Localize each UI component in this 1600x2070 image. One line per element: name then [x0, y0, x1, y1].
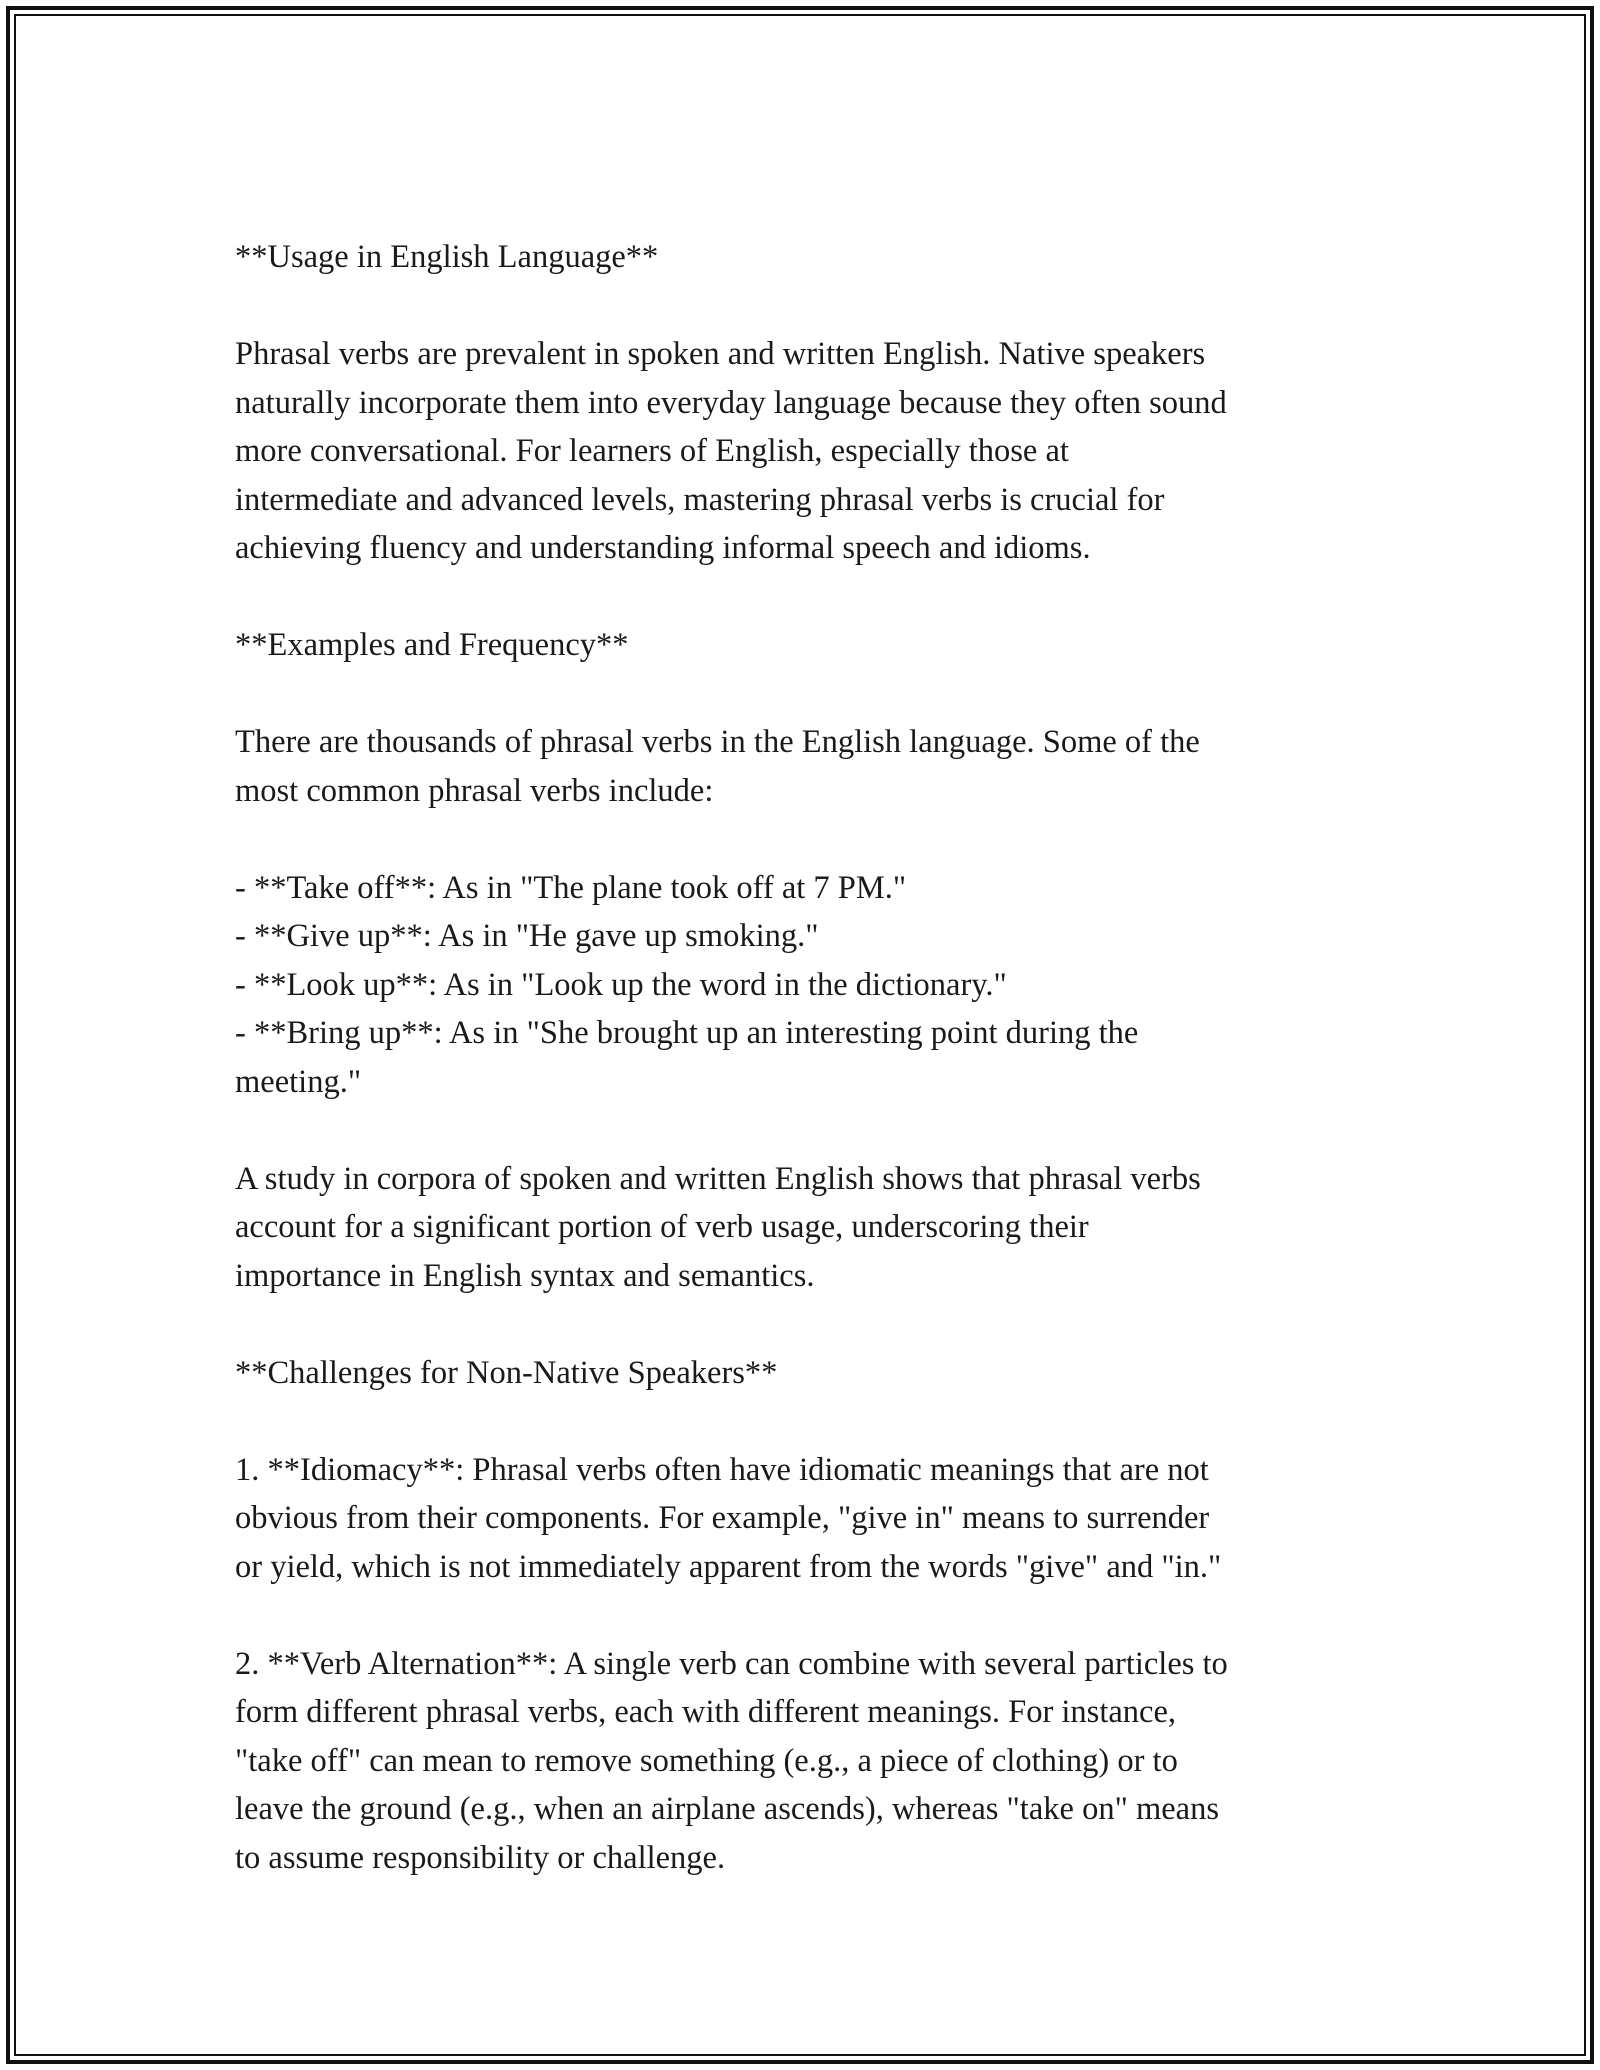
list-item [235, 1009, 1395, 1106]
document-body [235, 233, 1395, 1931]
text-line: to assume responsibility or challenge. [235, 1839, 726, 1876]
list-item: - **Give up**: As in "He gave up smoking." [235, 918, 819, 954]
text-line: - **Bring up**: As in "She brought up an interesting point during the [235, 1015, 1139, 1051]
text-line: achieving fluency and understanding informal speech and idioms. [235, 530, 1091, 566]
study-paragraph [235, 1155, 1395, 1301]
challenge-item-verb-alternation [235, 1640, 1395, 1883]
text-line: more conversational. For learners of English, especially those at [235, 433, 1069, 469]
text-line: leave the ground (e.g., when an airplane ascends), whereas "take on" means [235, 1791, 1219, 1827]
text-line: 1. **Idiomacy**: Phrasal verbs often have idiomatic meanings that are not [235, 1451, 1209, 1488]
text-line: account for a significant portion of verb usage, underscoring their [235, 1209, 1089, 1245]
text-line: A study in corpora of spoken and written English shows that phrasal verbs [235, 1160, 1201, 1197]
challenge-item-idiomacy [235, 1446, 1395, 1592]
text-line: obvious from their components. For example, "give in" means to surrender [235, 1500, 1210, 1536]
usage-paragraph [235, 330, 1395, 573]
list-item: - **Take off**: As in "The plane took off at 7 PM." [235, 869, 907, 906]
examples-heading: **Examples and Frequency** [235, 627, 629, 663]
examples-list [235, 864, 1395, 1107]
text-line: form different phrasal verbs, each with different meanings. For instance, [235, 1694, 1176, 1730]
text-line: naturally incorporate them into everyday language because they often sound [235, 384, 1227, 421]
list-item: - **Look up**: As in "Look up the word in the dictionary." [235, 966, 1007, 1003]
text-line: or yield, which is not immediately apparent from the words "give" and "in." [235, 1548, 1222, 1585]
text-line: There are thousands of phrasal verbs in the English language. Some of the [235, 724, 1200, 760]
text-line: "take off" can mean to remove something (e.g., a piece of clothing) or to [235, 1742, 1178, 1779]
text-line: importance in English syntax and semantics. [235, 1257, 815, 1294]
usage-heading: **Usage in English Language** [235, 239, 659, 275]
challenges-heading: **Challenges for Non-Native Speakers** [235, 1354, 778, 1391]
text-line: 2. **Verb Alternation**: A single verb can combine with several particles to [235, 1645, 1228, 1682]
text-line: meeting." [235, 1063, 362, 1100]
text-line: Phrasal verbs are prevalent in spoken and written English. Native speakers [235, 336, 1206, 372]
text-line: most common phrasal verbs include: [235, 772, 714, 809]
text-line: intermediate and advanced levels, mastering phrasal verbs is crucial for [235, 481, 1165, 518]
examples-intro-paragraph [235, 718, 1395, 815]
